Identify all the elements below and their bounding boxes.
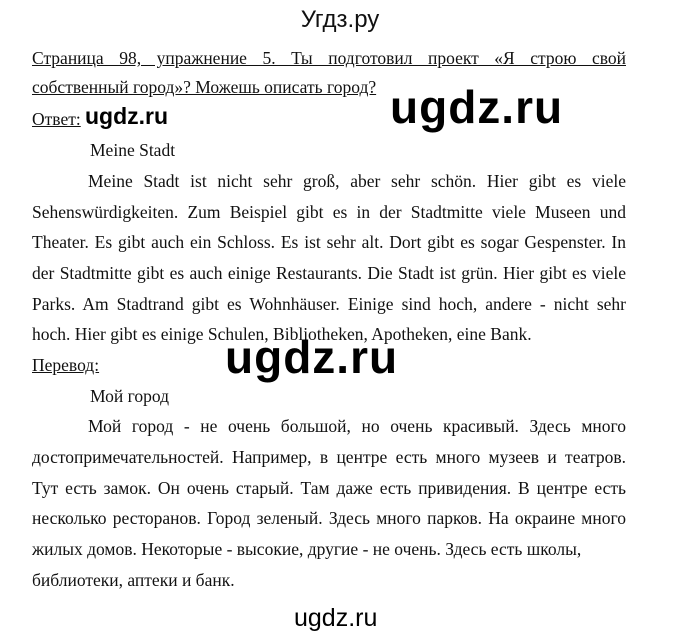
watermark-small: ugdz.ru [85, 103, 169, 129]
translation-line: Мой город - не очень большой, но очень красивый. Здесь много [88, 416, 626, 436]
translation-line: достопримечательностей. Например, в центре есть много музеев и театров. [32, 447, 626, 467]
answer-line: Parks. Am Stadtrand gibt es Wohnhäuser. Einige sind hoch, andere - nicht sehr [32, 294, 626, 314]
watermark-bottom: ugdz.ru [294, 604, 378, 632]
answer-label: Ответ: [32, 109, 81, 129]
translation-line: Тут есть замок. Он очень старый. Там даже есть привидения. В центре есть [32, 478, 626, 498]
answer-line: hoch. Hier gibt es einige Schulen, Bibliotheken, Apotheken, eine Bank. [32, 324, 532, 344]
task-line-1: Страница 98, упражнение 5. Ты подготовил проект «Я строю свой [32, 48, 626, 68]
task-line-2: собственный город»? Можешь описать город? [32, 77, 377, 97]
translation-line: библиотеки, аптеки и банк. [32, 570, 235, 590]
answer-line: Meine Stadt ist nicht sehr groß, aber sehr schön. Hier gibt es viele [88, 171, 626, 191]
translation-title: Мой город [90, 386, 170, 406]
answer-line: Sehenswürdigkeiten. Zum Beispiel gibt es in der Stadtmitte viele Museen und [32, 202, 626, 222]
translation-line: несколько ресторанов. Город зеленый. Здесь много парков. На окраине много [32, 508, 626, 528]
answer-line: Theater. Es gibt auch ein Schloss. Es ist sehr alt. Dort gibt es sogar Gespenster. In [32, 232, 626, 252]
translation-line: жилых домов. Некоторые - высокие, другие - не очень. Здесь есть школы, [32, 539, 582, 559]
watermark-large-top: ugdz.ru [390, 81, 564, 133]
answer-title: Meine Stadt [90, 140, 176, 160]
translation-label: Перевод: [32, 355, 100, 375]
answer-line: der Stadtmitte gibt es auch einige Restaurants. Die Stadt ist grün. Hier gibt es viele [32, 263, 626, 283]
site-title: Угдз.ру [300, 6, 380, 33]
watermark-large-middle: ugdz.ru [225, 331, 399, 383]
